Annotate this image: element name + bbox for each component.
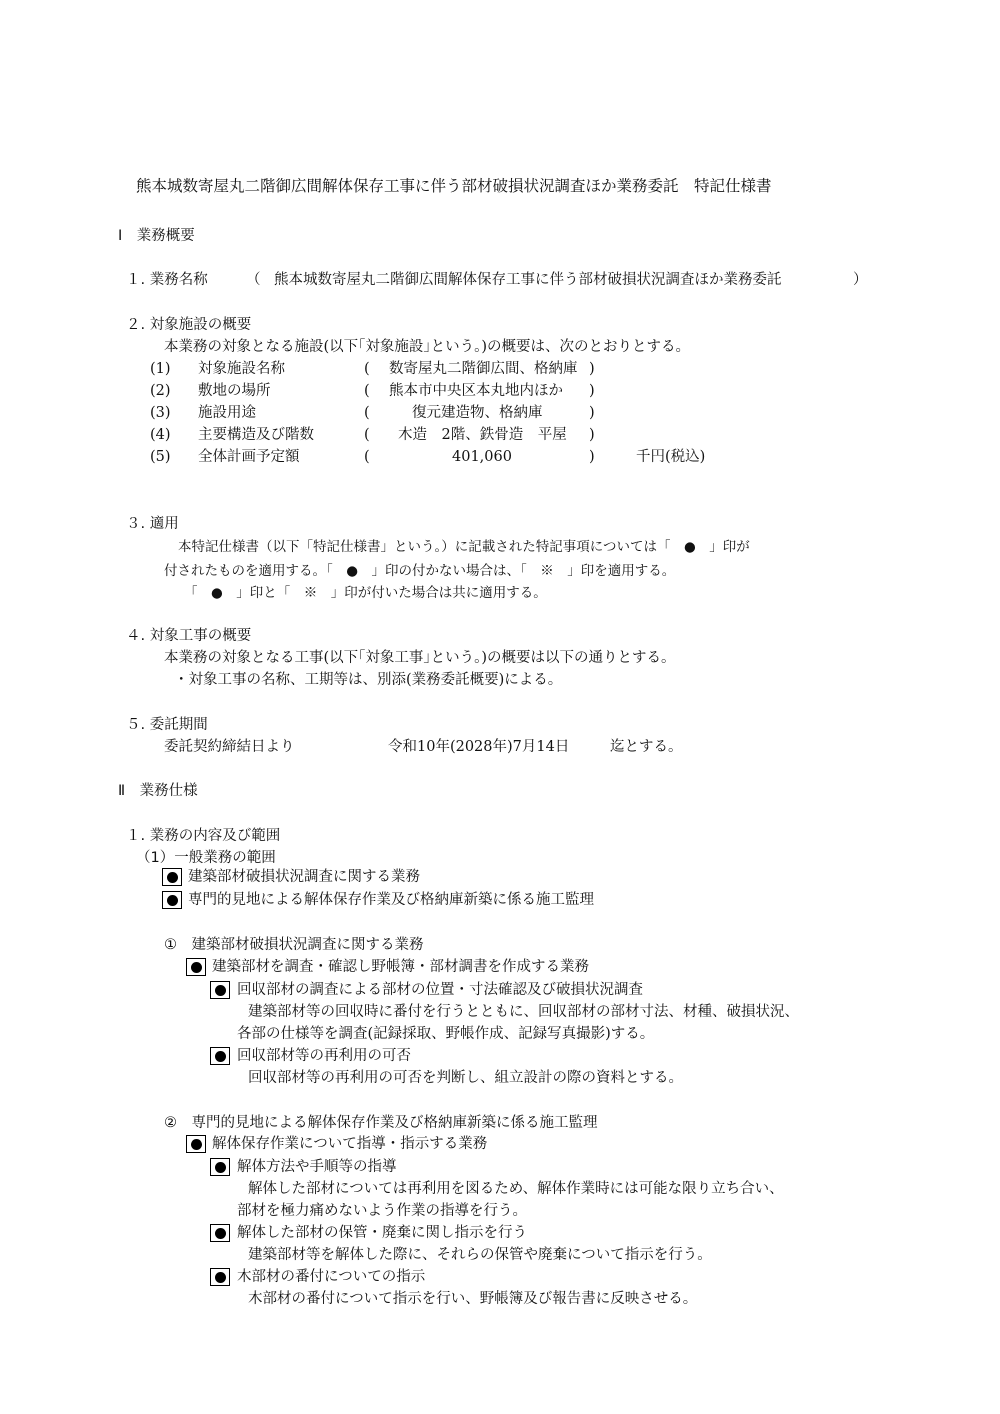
supervision-item-label: 解体した部材の保管・廃棄に関し指示を行う [237, 1225, 527, 1241]
contract-period-label: 委託契約締結日より [164, 739, 295, 755]
facility-row-open: ( [364, 449, 370, 465]
application-heading: ３. 適用 [126, 516, 179, 532]
scope-heading: １. 業務の内容及び範囲 [126, 828, 281, 844]
facility-row-label: 対象施設名称 [198, 361, 285, 377]
facility-row-value: 401,060 [452, 449, 512, 465]
facility-overview-intro: 本業務の対象となる施設(以下｢対象施設｣という。)の概要は、次のとおりとする。 [164, 339, 691, 355]
supervision-item-label: 解体方法や手順等の指導 [237, 1159, 397, 1175]
checkbox-marked [210, 981, 230, 999]
section-1-heading: Ⅰ 業務概要 [118, 228, 195, 244]
facility-row-label: 施設用途 [198, 405, 256, 421]
facility-row-open: ( [364, 427, 370, 443]
survey-item-label: 回収部材等の再利用の可否 [237, 1048, 411, 1064]
checkbox-marked [210, 1158, 230, 1176]
contract-period-date: 令和10年(2028年)7月14日 [388, 739, 570, 755]
application-line-2: 付されたものを適用する。「 ● 」印の付かない場合は、「 ※ 」印を適用する。 [164, 563, 676, 579]
facility-row-open: ( [364, 383, 370, 399]
survey-item-desc: 建築部材等の回収時に番付を行うとともに、回収部材の部材寸法、材種、破損状況、 [248, 1004, 799, 1020]
facility-row-label: 全体計画予定額 [198, 449, 300, 465]
supervision-item-desc: 解体した部材については再利用を図るため、解体作業時には可能な限り立ち合い、 [248, 1181, 784, 1197]
facility-row-num: (2) [150, 383, 171, 399]
business-name-value: 熊本城数寄屋丸二階御広間解体保存工事に伴う部材破損状況調査ほか業務委託 [274, 272, 782, 288]
bullet-dot-icon [167, 872, 178, 883]
survey-item-label: 回収部材の調査による部材の位置・寸法確認及び破損状況調査 [237, 982, 643, 998]
bullet-dot-icon [215, 1051, 226, 1062]
facility-overview-heading: ２. 対象施設の概要 [126, 317, 252, 333]
supervision-item-label: 木部材の番付についての指示 [237, 1269, 426, 1285]
supervision-heading: ② 専門的見地による解体保存作業及び格納庫新築に係る施工監理 [164, 1115, 598, 1131]
target-work-line-1: 本業務の対象となる工事(以下｢対象工事｣という。)の概要は以下の通りとする。 [164, 650, 676, 666]
business-name-paren-open: （ [246, 272, 261, 288]
scope-option: 建築部材破損状況調査に関する業務 [188, 869, 420, 885]
checkbox-marked [210, 1047, 230, 1065]
application-line-1: 本特記仕様書（以下「特記仕様書」という。）に記載された特記事項については「 ● 」印が [178, 539, 750, 555]
bullet-dot-icon [215, 1162, 226, 1173]
checkbox-marked [210, 1268, 230, 1286]
facility-row-unit: 千円(税込) [636, 449, 706, 465]
checkbox-marked [186, 958, 206, 976]
checkbox-marked [186, 1135, 206, 1153]
facility-row-open: ( [364, 405, 370, 421]
bullet-dot-icon [167, 895, 178, 906]
target-work-line-2: ・対象工事の名称、工期等は、別添(業務委託概要)による。 [174, 672, 563, 688]
facility-row-open: ( [364, 361, 370, 377]
supervision-item-desc: 建築部材等を解体した際に、それらの保管や廃棄について指示を行う。 [248, 1247, 712, 1263]
general-scope-subheading: （1）一般業務の範囲 [136, 850, 276, 866]
facility-row-label: 主要構造及び階数 [198, 427, 314, 443]
contract-period-heading: ５. 委託期間 [126, 717, 208, 733]
bullet-dot-icon [191, 1139, 202, 1150]
facility-row-value: 熊本市中央区本丸地内ほか [389, 383, 563, 399]
checkbox-marked [210, 1224, 230, 1242]
target-work-heading: ４. 対象工事の概要 [126, 628, 252, 644]
facility-row-num: (4) [150, 427, 171, 443]
facility-row-close: ) [589, 383, 595, 399]
bullet-dot-icon [215, 1272, 226, 1283]
facility-row-num: (1) [150, 361, 171, 377]
section-2-heading: Ⅱ 業務仕様 [118, 783, 198, 799]
checkbox-marked [162, 891, 182, 909]
facility-row-label: 敷地の場所 [198, 383, 271, 399]
supervision-subheading: 解体保存作業について指導・指示する業務 [212, 1136, 488, 1152]
facility-row-num: (3) [150, 405, 171, 421]
document-title: 熊本城数寄屋丸二階御広間解体保存工事に伴う部材破損状況調査ほか業務委託 特記仕様書 [136, 177, 772, 195]
bullet-dot-icon [191, 962, 202, 973]
supervision-item-desc: 部材を極力痛めないよう作業の指導を行う。 [237, 1203, 527, 1219]
survey-work-heading: ① 建築部材破損状況調査に関する業務 [164, 937, 424, 953]
facility-row-value: 数寄屋丸二階御広間、格納庫 [389, 361, 578, 377]
checkbox-marked [162, 868, 182, 886]
supervision-item-desc: 木部材の番付について指示を行い、野帳簿及び報告書に反映させる。 [248, 1291, 698, 1307]
facility-row-num: (5) [150, 449, 171, 465]
contract-period-suffix: 迄とする。 [610, 739, 683, 755]
application-line-3: 「 ● 」印と「 ※ 」印が付いた場合は共に適用する。 [184, 585, 547, 601]
facility-row-close: ) [589, 361, 595, 377]
business-name-heading: １. 業務名称 [126, 272, 208, 288]
scope-option: 専門的見地による解体保存作業及び格納庫新築に係る施工監理 [188, 892, 594, 908]
facility-row-close: ) [589, 405, 595, 421]
survey-item-desc: 各部の仕様等を調査(記録採取、野帳作成、記録写真撮影)する。 [237, 1026, 655, 1042]
facility-row-value: 復元建造物、格納庫 [412, 405, 543, 421]
facility-row-close: ) [589, 427, 595, 443]
business-name-paren-close: ） [853, 272, 868, 288]
facility-row-close: ) [589, 449, 595, 465]
survey-item-desc: 回収部材等の再利用の可否を判断し、組立設計の際の資料とする。 [248, 1070, 683, 1086]
facility-row-value: 木造 2階、鉄骨造 平屋 [398, 427, 567, 443]
bullet-dot-icon [215, 985, 226, 996]
survey-work-subheading: 建築部材を調査・確認し野帳簿・部材調書を作成する業務 [212, 959, 589, 975]
bullet-dot-icon [215, 1228, 226, 1239]
